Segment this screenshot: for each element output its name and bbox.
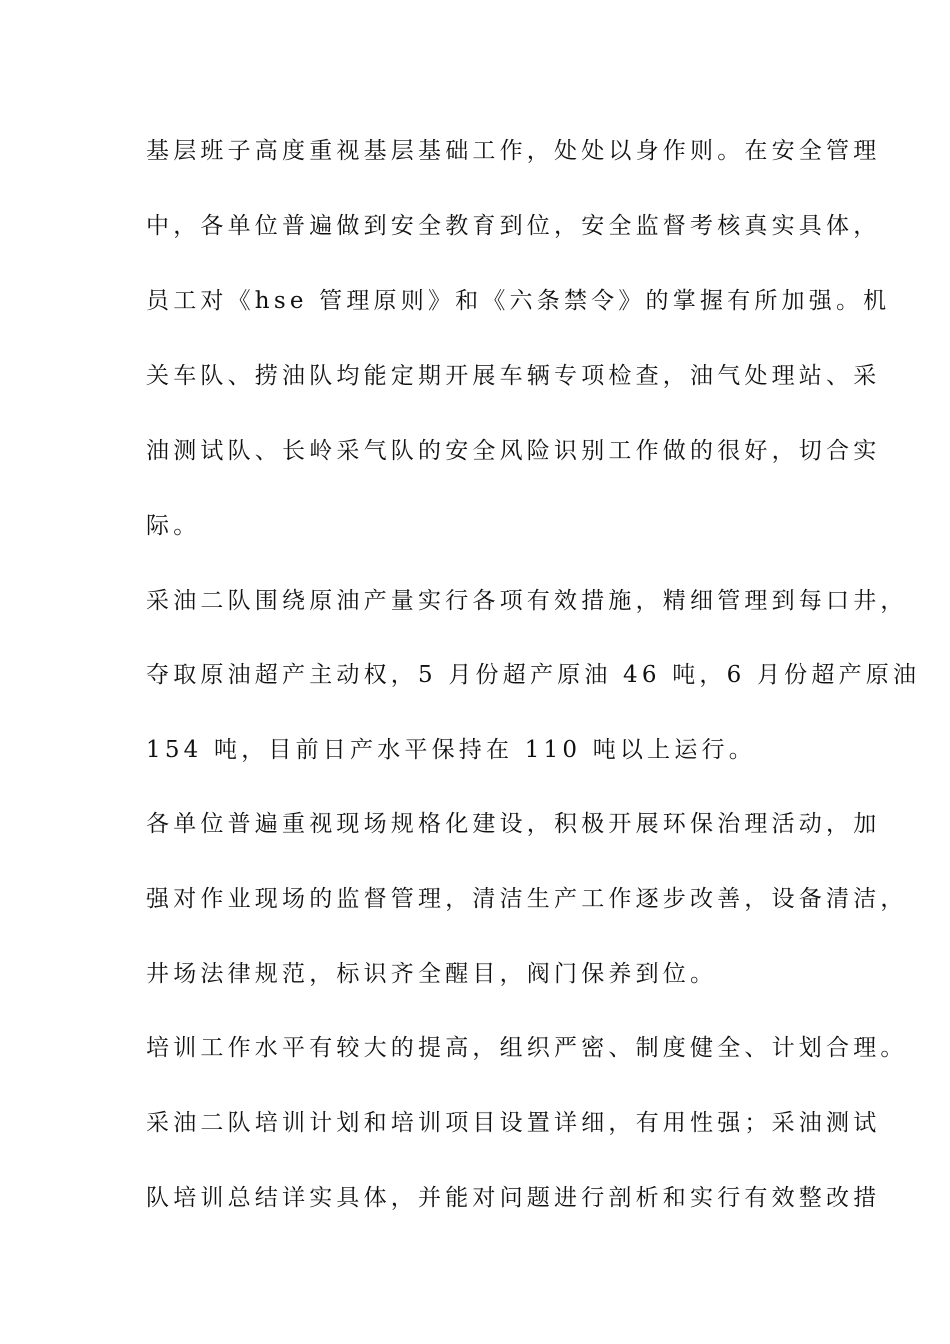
- text-line: 油测试队、长岭采气队的安全风险识别工作做的很好，切合实: [146, 438, 881, 464]
- text-line: 关车队、捞油队均能定期开展车辆专项检查，油气处理站、采: [146, 363, 881, 389]
- text-line: 队培训总结详实具体，并能对问题进行剖析和实行有效整改措: [146, 1185, 881, 1211]
- text-line: 夺取原油超产主动权，5 月份超产原油 46 吨，6 月份超产原油: [146, 662, 921, 688]
- text-line: 员工对《hse 管理原则》和《六条禁令》的掌握有所加强。机: [146, 288, 891, 314]
- text-line: 际。: [146, 513, 201, 539]
- text-line: 中，各单位普遍做到安全教育到位，安全监督考核真实具体，: [146, 213, 881, 239]
- text-line: 井场法律规范，标识齐全醒目，阀门保养到位。: [146, 961, 718, 987]
- text-line: 各单位普遍重视现场规格化建设，积极开展环保治理活动，加: [146, 811, 881, 837]
- text-line: 采油二队培训计划和培训项目设置详细，有用性强；采油测试: [146, 1110, 881, 1136]
- text-line: 强对作业现场的监督管理，清洁生产工作逐步改善，设备清洁，: [146, 886, 908, 912]
- text-line: 基层班子高度重视基层基础工作，处处以身作则。在安全管理: [146, 138, 881, 164]
- text-line: 培训工作水平有较大的提高，组织严密、制度健全、计划合理。: [146, 1035, 908, 1061]
- text-line: 采油二队围绕原油产量实行各项有效措施，精细管理到每口井，: [146, 588, 908, 614]
- text-line: 154 吨，目前日产水平保持在 110 吨以上运行。: [146, 737, 756, 763]
